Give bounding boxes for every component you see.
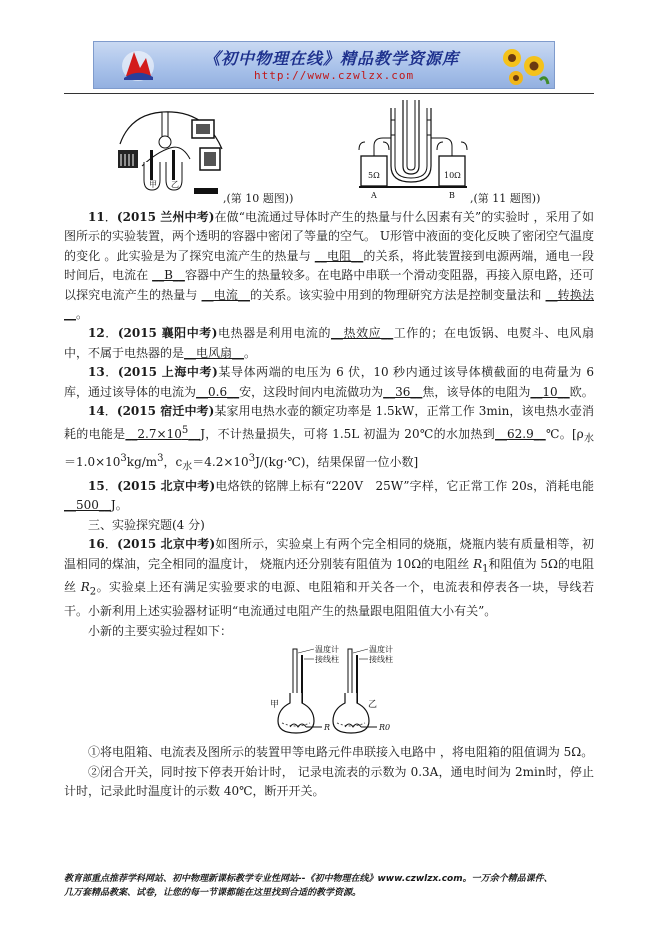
fig11-label-b: B [449,191,455,200]
question-16: 16．(2015 北京中考)如图所示，实验桌上有两个完全相同的烧瓶，烧瓶内装有质量相等，初温相同的煤油，完全相同的温度计， 烧瓶内还分别装有阻值为 10Ω的电阻丝 $R_1$和阻值为 5Ω的电阻丝 $R_2$。实验桌上还有满足实验要求的电源、电阻箱和开关各一个，电流表和停表各一块，导线若干。小新利用上述实验器材证明“电流通过电阻产生的热量跟电阻阻值大小有关”。 [64,537,594,619]
fig10-label-jia: 甲 [149,180,157,189]
site-banner [93,41,555,89]
flask-label-r: R [324,723,331,733]
question-15: 15．(2015 北京中考)电烙铁的铭牌上标有“220V 25W”字样，它正常工作 20s，消耗电能__500__J。 [64,479,594,513]
sunflower-icon [496,44,550,86]
fig10-label-yi: 乙 [171,180,179,189]
question-14: 14．(2015 宿迁中考)某家用电热水壶的额定功率是 1.5kW，正常工作 3min，该电热水壶消耗的电能是$\_\_2.7\times 10^5\_\_J$，不计热量损失，可将 1.5L 初温为 20℃的水加热到__62.9__℃。[$\rho_水=1.0\times 10^3kg/m^3$，$c_水=4.2\times 10^3J/(kg\cdot℃)$，结果保留一位小数] [64,404,594,473]
flask-label-thermo-1: 温度计 [315,645,339,655]
section-heading: 三、实验探究题(4 分) [88,517,205,532]
flask-label-r0: R0 [379,723,391,733]
question-list [64,208,594,801]
flask-diagram [270,643,400,739]
flask-label-jia: 甲 [270,700,280,711]
header-rule [64,93,594,94]
fig11-label-a: A [371,191,377,200]
page-footer [64,872,604,900]
procedure-intro: 小新的主要实验过程如下： [88,623,233,638]
flask-label-binding-1: 接线柱 [315,655,339,665]
footer-line-2: 几万套精品教案、试卷，让您的每一节课都能在这里找到合适的教学资源。 [64,888,362,898]
question-12: 12．(2015 襄阳中考)电热器是利用电流的__热效应__工作的；在电饭锅、电熨斗、电风扇中，不属于电热器的是__电风扇__。 [64,326,594,360]
figure-10-diagram [112,104,237,196]
question-13: 13．(2015 上海中考)某导体两端的电压为 6 伏，10 秒内通过该导体横截面的电荷量为 6 库，通过该导体的电流为__0.6__安，这段时间内电流做功为__36__焦，该导体的电阻为__10__欧。 [64,365,594,399]
footer-line-1: 教育部重点推荐学科网站、初中物理新课标教学专业性网站--《初中物理在线》www.czwlzx.com。一万余个精品课件、 [64,874,553,884]
banner-title: 《初中物理在线》精品教学资源库 [204,49,460,68]
figure-11-caption: ,(第 11 题图)) [470,192,541,205]
site-logo-icon [120,46,156,84]
procedure-step-2: ②闭合开关，同时按下停表开始计时， 记录电流表的示数为 0.3A，通电时间为 2min时，停止计时，记录此时温度计的示数 40℃，断开开关。 [64,764,594,798]
flask-label-binding-2: 接线柱 [369,655,393,665]
banner-url[interactable]: http://www.czwlzx.com [254,69,415,82]
fig11-label-r1: 5Ω [368,171,380,180]
figure-10-caption: ,(第 10 题图)) [223,192,294,205]
figure-11-diagram [355,90,471,202]
question-11: 11．(2015 兰州中考)在做“电流通过导体时产生的热量与什么因素有关”的实验时 ，采用了如图所示的实验装置，两个透明的容器中密闭了等量的空气。 U形管中液面的变化反映了密闭空气温度的变化 。此实验是为了探究电流产生的热量与 __电阻__的关系，将此装置接到电源两端，通电一段时间后，电流在 __B__容器中产生的热量较多。在电路中串联一个滑动变阻器，再接入原电路，还可以探究电流产生的热量与 __电流__的关系。该实验中用到的物理研究方法是控制变量法和 __转换法__。 [64,210,594,322]
fig11-label-r2: 10Ω [444,171,461,180]
flask-label-yi: 乙 [368,700,378,711]
procedure-step-1: ①将电阻箱、电流表及图所示的装置甲等电路元件串联接入电路中 ，将电阻箱的阻值调为 5Ω。 [88,745,594,760]
flask-label-thermo-2: 温度计 [369,645,393,655]
flask-figure-wrapper [64,641,594,743]
